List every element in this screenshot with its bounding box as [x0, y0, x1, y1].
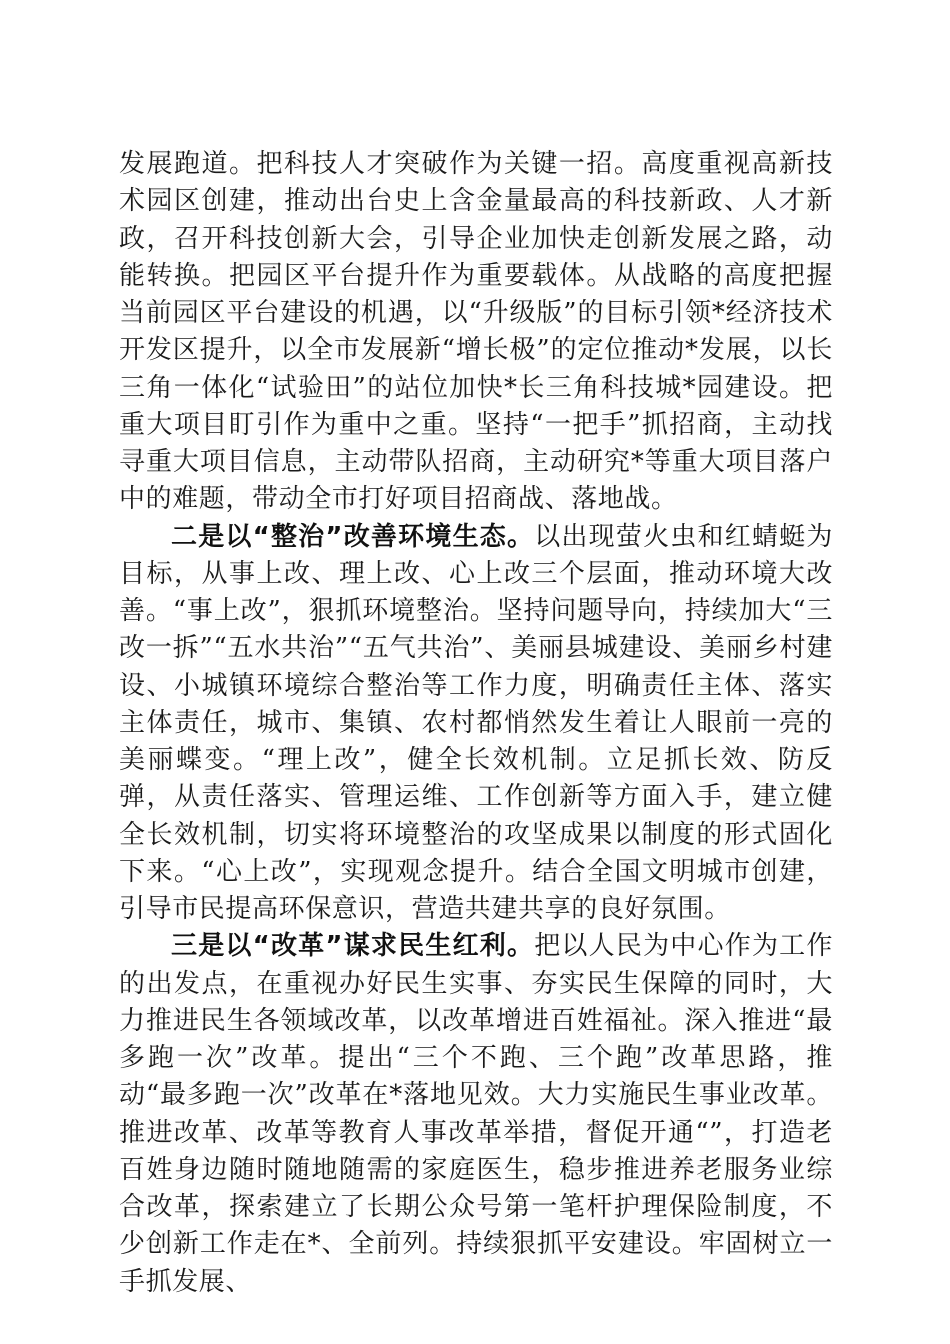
paragraph-3-heading: 三是以“改革”谋求民生红利。: [171, 931, 535, 962]
paragraph-2-heading: 二是以“整治”改善环境生态。: [171, 521, 535, 552]
document-body: [119, 146, 833, 1301]
paragraph-3-text: 把以人民为中心作为工作的出发点，在重视办好民生实事、夯实民生保障的同时，大力推进民生各领域改革，以改革增进百姓福祉。深入推进“最多跑一次”改革。提出“三个不跑、三个跑”改革思路，推动“最多跑一次”改革在*落地见效。大力实施民生事业改革。推进改革、改革等教育人事改革举措，督促开通“”，打造老百姓身边随时随地随需的家庭医生，稳步推进养老服务业综合改革，探索建立了长期公众号第一笔杆护理保险制度，不少创新工作走在*、全前列。持续狠抓平安建设。牢固树立一手抓发展、: [119, 931, 833, 1297]
paragraph-2: [119, 519, 833, 929]
paragraph-3: [119, 928, 833, 1301]
paragraph-1-text: 发展跑道。把科技人才突破作为关键一招。高度重视高新技术园区创建，推动出台史上含金量最高的科技新政、人才新政，召开科技创新大会，引导企业加快走创新发展之路，动能转换。把园区平台提升作为重要载体。从战略的高度把握当前园区平台建设的机遇，以“升级版”的目标引领*经济技术开发区提升，以全市发展新“增长极”的定位推动*发展，以长三角一体化“试验田”的站位加快*长三角科技城*园建设。把重大项目盯引作为重中之重。坚持“一把手”抓招商，主动找寻重大项目信息，主动带队招商，主动研究*等重大项目落户中的难题，带动全市打好项目招商战、落地战。: [119, 149, 833, 515]
paragraph-1: [119, 146, 833, 519]
paragraph-2-text: 以出现萤火虫和红蜻蜓为目标，从事上改、理上改、心上改三个层面，推动环境大改善。“事上改”，狠抓环境整治。坚持问题导向，持续加大“三改一拆”“五水共治”“五气共治”、美丽县城建设、美丽乡村建设、小城镇环境综合整治等工作力度，明确责任主体、落实主体责任，城市、集镇、农村都悄然发生着让人眼前一亮的美丽蝶变。“理上改”，健全长效机制。立足抓长效、防反弹，从责任落实、管理运维、工作创新等方面入手，建立健全长效机制，切实将环境整治的攻坚成果以制度的形式固化下来。“心上改”，实现观念提升。结合全国文明城市创建，引导市民提高环保意识，营造共建共享的良好氛围。: [119, 521, 833, 924]
